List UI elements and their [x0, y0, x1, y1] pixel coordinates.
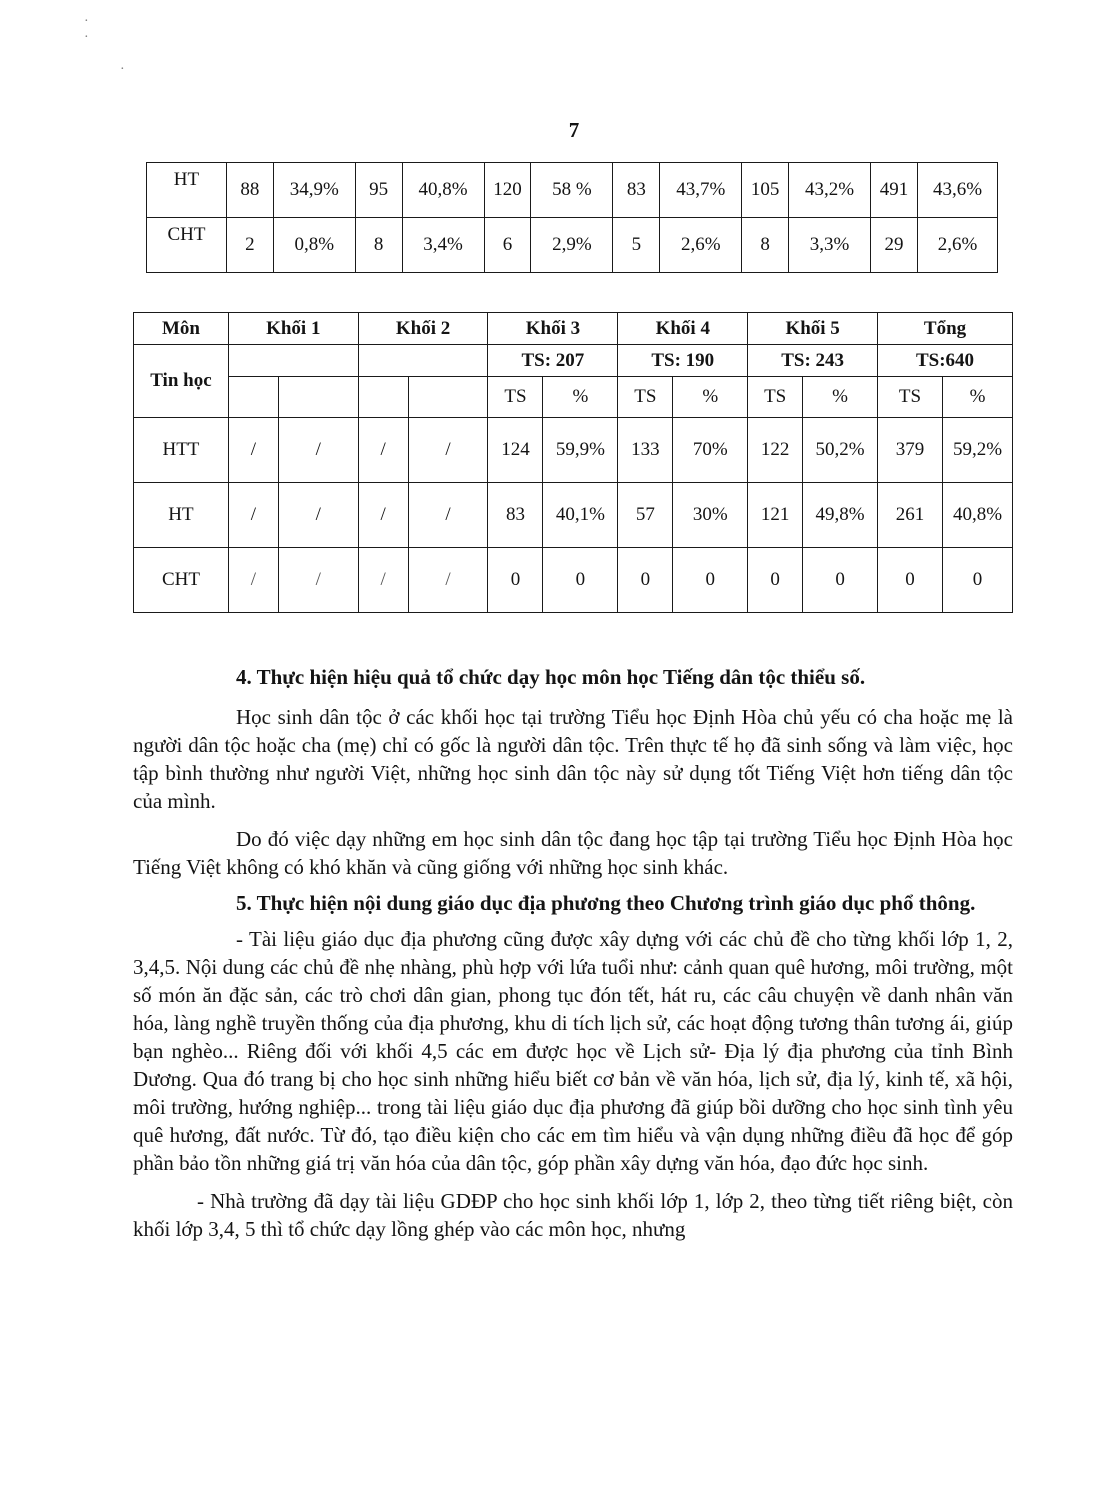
- section-4-paragraph: Do đó việc dạy những em học sinh dân tộc đang học tập tại trường Tiểu học Định Hòa học Tiếng Việt không có khó khăn và cũng giống với những học sinh khác.: [133, 827, 1013, 879]
- table-cell: 0: [803, 548, 878, 613]
- table-cell: 0: [618, 548, 673, 613]
- header-mon: Môn: [134, 313, 229, 345]
- sub-pct: %: [543, 377, 618, 418]
- table-row: [147, 218, 998, 273]
- table-cell: 0: [748, 548, 803, 613]
- sub-pct: %: [803, 377, 878, 418]
- sub-ts: TS: [878, 377, 943, 418]
- table-cell: 57: [618, 483, 673, 548]
- header-khoi3: Khối 3: [488, 313, 618, 345]
- ts-tong: TS:640: [878, 345, 1013, 377]
- table-cell: 133: [618, 418, 673, 483]
- table-row: [134, 548, 1013, 613]
- table-row: [134, 483, 1013, 548]
- table-cell: 0: [488, 548, 543, 613]
- subject-label: Tin học: [134, 345, 229, 418]
- table-cell: 5: [613, 218, 660, 273]
- header-khoi4: Khối 4: [618, 313, 748, 345]
- section-5-heading: 5. Thực hiện nội dung giáo dục địa phương theo Chương trình giáo dục phổ thông.: [236, 891, 976, 915]
- table-cell: 2,6%: [918, 218, 998, 273]
- table-row: [147, 163, 998, 218]
- header-khoi5: Khối 5: [748, 313, 878, 345]
- header-tong: Tổng: [878, 313, 1013, 345]
- ts-khoi1: [228, 345, 358, 377]
- table-cell: 43,6%: [918, 163, 998, 218]
- table-cell: 491: [871, 163, 918, 218]
- table-cell: /: [408, 418, 488, 483]
- table-cell: 50,2%: [803, 418, 878, 483]
- table-cell: 120: [484, 163, 531, 218]
- table-cell: 43,2%: [789, 163, 871, 218]
- sub-pct: %: [673, 377, 748, 418]
- table-cell: 30%: [673, 483, 748, 548]
- sub-empty: [408, 377, 488, 418]
- table-cell: 83: [488, 483, 543, 548]
- table-cell: /: [278, 548, 358, 613]
- ts-khoi5: TS: 243: [748, 345, 878, 377]
- table-cell: 59,9%: [543, 418, 618, 483]
- section-4-heading: 4. Thực hiện hiệu quả tổ chức dạy học môn học Tiếng dân tộc thiểu số.: [236, 665, 866, 689]
- table-cell: 29: [871, 218, 918, 273]
- table-cell: /: [358, 418, 408, 483]
- tin-hoc-results-table: [133, 312, 1013, 613]
- row-label: HT: [147, 163, 227, 218]
- table-cell: 2: [226, 218, 273, 273]
- table-cell: 59,2%: [942, 418, 1012, 483]
- table-cell: /: [228, 483, 278, 548]
- section-4-paragraph: Học sinh dân tộc ở các khối học tại trường Tiểu học Định Hòa chủ yếu có cha hoặc mẹ là người dân tộc hoặc cha (mẹ) chỉ có gốc là người dân tộc. Trên thực tế họ đã sinh sống và làm việc, học tập bình thường như người Việt, những học sinh dân tộc này sử dụng tốt Tiếng Việt hơn tiếng dân tộc của mình.: [133, 705, 1013, 813]
- table-cell: 3,3%: [789, 218, 871, 273]
- scan-mark: ·: [120, 62, 125, 77]
- table-cell: 83: [613, 163, 660, 218]
- table-cell: 58 %: [531, 163, 613, 218]
- table-cell: 0: [543, 548, 618, 613]
- table-cell: 95: [355, 163, 402, 218]
- table-cell: 8: [742, 218, 789, 273]
- sub-empty: [228, 377, 278, 418]
- table-cell: 2,9%: [531, 218, 613, 273]
- table-cell: 2,6%: [660, 218, 742, 273]
- table-cell: /: [228, 548, 278, 613]
- table-cell: /: [278, 418, 358, 483]
- section-5-paragraph: - Nhà trường đã dạy tài liệu GDĐP cho học sinh khối lớp 1, lớp 2, theo từng tiết riêng biệt, còn khối lớp 3,4, 5 thì tổ chức dạy lồng ghép vào các môn học, nhưng: [133, 1189, 1013, 1241]
- table-cell: 70%: [673, 418, 748, 483]
- table-cell: /: [408, 548, 488, 613]
- ts-khoi4: TS: 190: [618, 345, 748, 377]
- table-cell: 121: [748, 483, 803, 548]
- row-label: HTT: [134, 418, 229, 483]
- page-number: 7: [568, 118, 580, 142]
- table-row: [134, 418, 1013, 483]
- table-cell: 40,8%: [402, 163, 484, 218]
- table-cell: 122: [748, 418, 803, 483]
- table-cell: 40,1%: [543, 483, 618, 548]
- table-cell: /: [228, 418, 278, 483]
- table-cell: 88: [226, 163, 273, 218]
- scan-mark: ·: [84, 30, 89, 45]
- table-cell: 3,4%: [402, 218, 484, 273]
- header-khoi2: Khối 2: [358, 313, 488, 345]
- scan-mark: ·: [84, 14, 89, 29]
- table-cell: 34,9%: [273, 163, 355, 218]
- table-cell: 0: [673, 548, 748, 613]
- sub-pct: %: [942, 377, 1012, 418]
- table-cell: 105: [742, 163, 789, 218]
- ts-khoi2: [358, 345, 488, 377]
- sub-ts: TS: [488, 377, 543, 418]
- sub-empty: [358, 377, 408, 418]
- table-cell: 0,8%: [273, 218, 355, 273]
- table-cell: 49,8%: [803, 483, 878, 548]
- table-cell: 0: [878, 548, 943, 613]
- table-cell: 261: [878, 483, 943, 548]
- sub-ts: TS: [618, 377, 673, 418]
- table-cell: 43,7%: [660, 163, 742, 218]
- table-cell: 6: [484, 218, 531, 273]
- body-text: [133, 663, 1013, 1243]
- row-label: HT: [134, 483, 229, 548]
- table-cell: /: [408, 483, 488, 548]
- row-label: CHT: [147, 218, 227, 273]
- table-cell: /: [358, 548, 408, 613]
- table-cell: /: [278, 483, 358, 548]
- section-5-paragraph: - Tài liệu giáo dục địa phương cũng được xây dựng với các chủ đề cho từng khối lớp 1, 2, 3,4,5. Nội dung các chủ đề nhẹ nhàng, phù hợp với lứa tuổi như: cảnh quan quê hương, môi trường, một số món ăn đặc sản, các trò chơi dân gian, phong tục đón tết, hát ru, các câu chuyện về danh nhân văn hóa, làng nghề truyền thống của địa phương, khu di tích lịch sử, các hoạt động tương thân tương ái, giúp bạn nghèo... Riêng đối với khối 4,5 các em được học về Lịch sử- Địa lý địa phương của tỉnh Bình Dương. Qua đó trang bị cho học sinh những hiểu biết cơ bản về văn hóa, lịch sử, địa lý, kinh tế, xã hội, môi trường, hướng nghiệp... trong tài liệu giáo dục địa phương đã giúp bồi dưỡng cho học sinh tình yêu quê hương, đất nước. Từ đó, tạo điều kiện cho các em tìm hiểu và vận dụng những điều đã học để góp phần bảo tồn những giá trị văn hóa của dân tộc, góp phần xây dựng văn hóa, đạo đức học sinh.: [133, 927, 1013, 1175]
- sub-empty: [278, 377, 358, 418]
- table-cell: 40,8%: [942, 483, 1012, 548]
- table-cell: 379: [878, 418, 943, 483]
- table-cell: 8: [355, 218, 402, 273]
- table-cell: 0: [942, 548, 1012, 613]
- results-table-continued: [146, 162, 998, 273]
- table-cell: 124: [488, 418, 543, 483]
- table-cell: /: [358, 483, 408, 548]
- ts-khoi3: TS: 207: [488, 345, 618, 377]
- header-khoi1: Khối 1: [228, 313, 358, 345]
- sub-ts: TS: [748, 377, 803, 418]
- row-label: CHT: [134, 548, 229, 613]
